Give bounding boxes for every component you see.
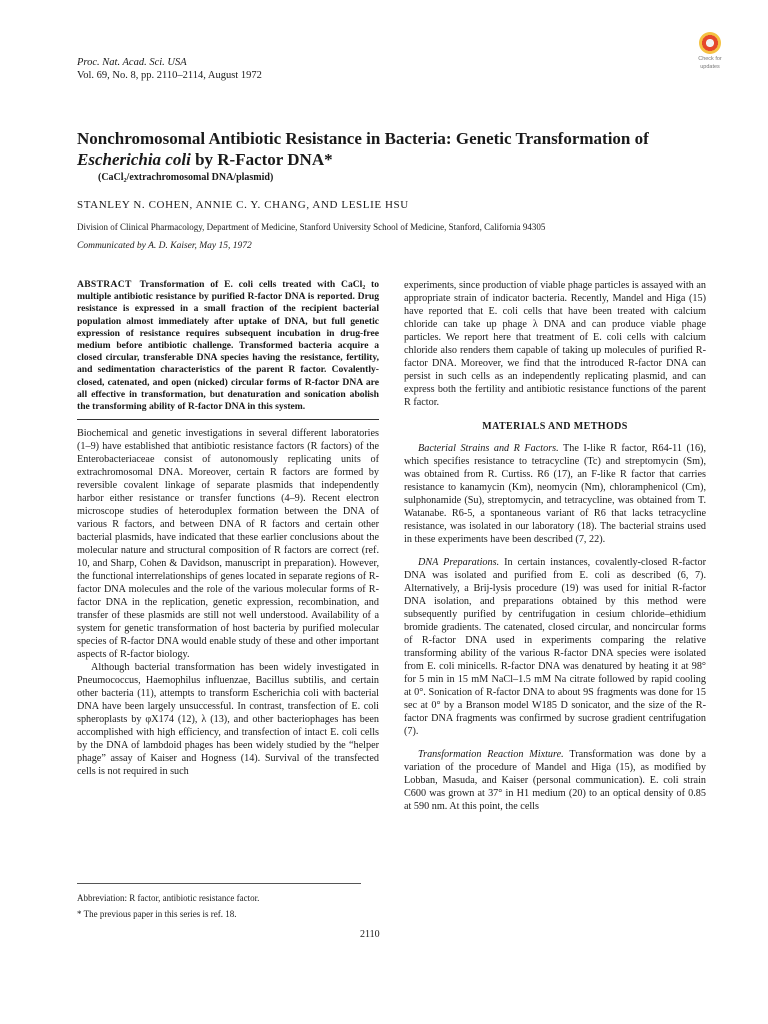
methods-dna-preparations	[404, 556, 706, 738]
dna-preparations-text: In certain instances, covalently-closed R-factor DNA was isolated and purified from E. coli as described (6, 7). Alternatively, a Brij-lysis procedure (19) was used for initial R-factor DNA isolation, and preparations obtained by this method were subsequently purified by centrifugation in cesium chloride–ethidium bromide gradients. The catenated, closed circular, and noncircular forms of R-factor DNA used in experiments comparing the relative transforming ability of the various R-factor DNA species were isolated from E. coli minicells. R-factor DNA was denatured by heating it at 98° for 5 min in 15 mM NaCl–1.5 mM Na citrate followed by rapid cooling at 0°. Sonication of R-factor DNA to about 9S fragments was done for 15 sec at 0° by a Branson model W185 D sonicator, and the size of the R-factor DNA fragments was confirmed by sucrose gradient centrifugation (7).	[404, 557, 706, 737]
methods-heading: MATERIALS AND METHODS	[482, 421, 628, 432]
strains-subheading: Bacterial Strains and R Factors.	[418, 443, 559, 454]
article-title	[77, 128, 697, 170]
title-part2: by R-Factor DNA*	[190, 150, 333, 169]
methods-strains	[404, 442, 706, 546]
journal-citation	[77, 56, 262, 82]
abstract	[77, 279, 379, 413]
intro-paragraph-3: experiments, since production of viable phage particles is assayed with an appropriate strain of indicator bacteria. Recently, Mandel and Higa (15) have reported that E. coli cells that have been treated with calcium chloride can take up phage λ DNA and can produce viable phage particles. We report here that treatment of E. coli cells with calcium chloride also renders them capable of taking up molecules of purified R-factor DNA. Moreover, we find that the introduced R-factor DNA can persist in such cells as an independently replicating plasmid, and can express both the fertility and antibiotic resistance functions of the parent R factor.	[404, 280, 706, 408]
methods-transformation	[404, 748, 706, 813]
transformation-subheading: Transformation Reaction Mixture.	[418, 749, 564, 760]
strains-text: The I-like R factor, R64-11 (16), which specifies resistance to tetracycline (Tc) and streptomycin (Sm), was obtained from R. Curtiss. R6 (17), an F-like R factor that carries resistance to kanamycin (Km), neomycin (Nm), chloramphenicol (Cm), sulphonamide (Su), streptomycin, and tetracycline, was obtained from T. Watanabe. R6-5, a spontaneous variant of R6 that lacks tetracycline resistance, was isolated in our laboratory (18). The bacterial strains used in these experiments have been described (7, 22).	[404, 443, 706, 545]
journal-volume: Vol. 69, No. 8, pp. 2110–2114, August 1972	[77, 70, 262, 81]
authors: STANLEY N. COHEN, ANNIE C. Y. CHANG, AND LESLIE HSU	[77, 199, 409, 211]
footnote-previous-paper: * The previous paper in this series is ref. 18.	[77, 909, 237, 919]
intro-paragraph-1: Biochemical and genetic investigations in several different laboratories (1–9) have established that antibiotic resistance factors (R factors) of the Enterobacteriaceae consist of autonomously replicating units of extrachromosomal DNA. Moreover, certain R factors are formed by reversible covalent linkage of separate plasmids that independently harbor either resistance or transfer functions (4–9). Recent electron microscope studies of heteroduplex formation between the DNA of various R factors, and between DNA of R factors and certain other bacterial plasmids, have indicated that these earlier conclusions about the molecular nature and structural composition of R factors are correct (ref. 10, and Sharp, Cohen & Davidson, manuscript in preparation). However, the functional interrelationships of genes located in separate regions of R-factor DNA molecules and the role of the various molecular forms of R-factor DNA in the replication, genetic expression, recombination, and transfer of these plasmids are still not well understood. Availability of a system for genetic transformation of host bacteria by purified molecular species of R-factor DNA would enable study of these and other important aspects of R-factor biology.	[77, 428, 379, 661]
title-italic: Escherichia coli	[77, 150, 191, 169]
check-updates-icon	[699, 32, 721, 54]
dna-preparations-subheading: DNA Preparations.	[418, 557, 500, 568]
footnote-abbreviation: Abbreviation: R factor, antibiotic resistance factor.	[77, 893, 260, 903]
abstract-divider	[77, 419, 379, 420]
page-number: 2110	[360, 929, 380, 940]
transformation-text: Transformation was done by a variation of the procedure of Mandel and Higa (15), as modified by Lobban, Masuda, and Kaiser (personal communication). E. coli strain C600 was grown at 37° in H1 medium (20) to an optical density of 0.85 at 590 nm. At this point, the cells	[404, 749, 706, 812]
abstract-text: Transformation of E. coli cells treated with CaCl₂ to multiple antibiotic resistance by purified R-factor DNA is reported. Drug resistance is expressed in a small fraction of the recipient bacterial population almost immediately after uptake of DNA, but full genetic expression of resistance requires subsequent incubation in drug-free medium before antibiotic challenge. Transformed bacteria acquire a closed circular, transferable DNA species having the resistance, fertility, and sedimentation characteristics of the parent R factor. Covalently-closed, catenated, and open (nicked) circular forms of R-factor DNA are all effective in transformation, but denaturation and sonication abolish the transforming ability of R-factor DNA in this system.	[77, 279, 379, 413]
keywords: (CaCl₂/extrachromosomal DNA/plasmid)	[98, 172, 274, 183]
abstract-heading: ABSTRACT	[77, 279, 132, 290]
check-for-updates-badge[interactable]	[690, 32, 730, 74]
footnote-divider	[77, 883, 361, 884]
badge-line2: updates	[700, 64, 720, 70]
title-part1: Nonchromosomal Antibiotic Resistance in Bacteria: Genetic Transformation of	[77, 129, 649, 148]
badge-line1: Check for	[698, 56, 722, 62]
right-column	[404, 279, 706, 813]
journal-name: Proc. Nat. Acad. Sci. USA	[77, 57, 187, 68]
communicated-by: Communicated by A. D. Kaiser, May 15, 1972	[77, 241, 252, 251]
affiliation: Division of Clinical Pharmacology, Department of Medicine, Stanford University School of Medicine, Stanford, California 94305	[77, 222, 546, 232]
left-column	[77, 279, 379, 778]
intro-paragraph-2: Although bacterial transformation has been widely investigated in Pneumococcus, Haemophilus influenzae, Bacillus subtilis, and certain other bacteria (11), attempts to transform Escherichia coli with bacterial DNA have been largely unsuccessful. In contrast, transfection of E. coli spheroplasts by φX174 (12), λ (13), and other bacteriophages has been accomplished with high efficiency, and transfection of intact E. coli cells by the DNA of lambdoid phages has been widely studied by the “helper phage” assay of Kaiser and Hogness (14). Survival of the transfected cells is not required in such	[77, 662, 379, 778]
